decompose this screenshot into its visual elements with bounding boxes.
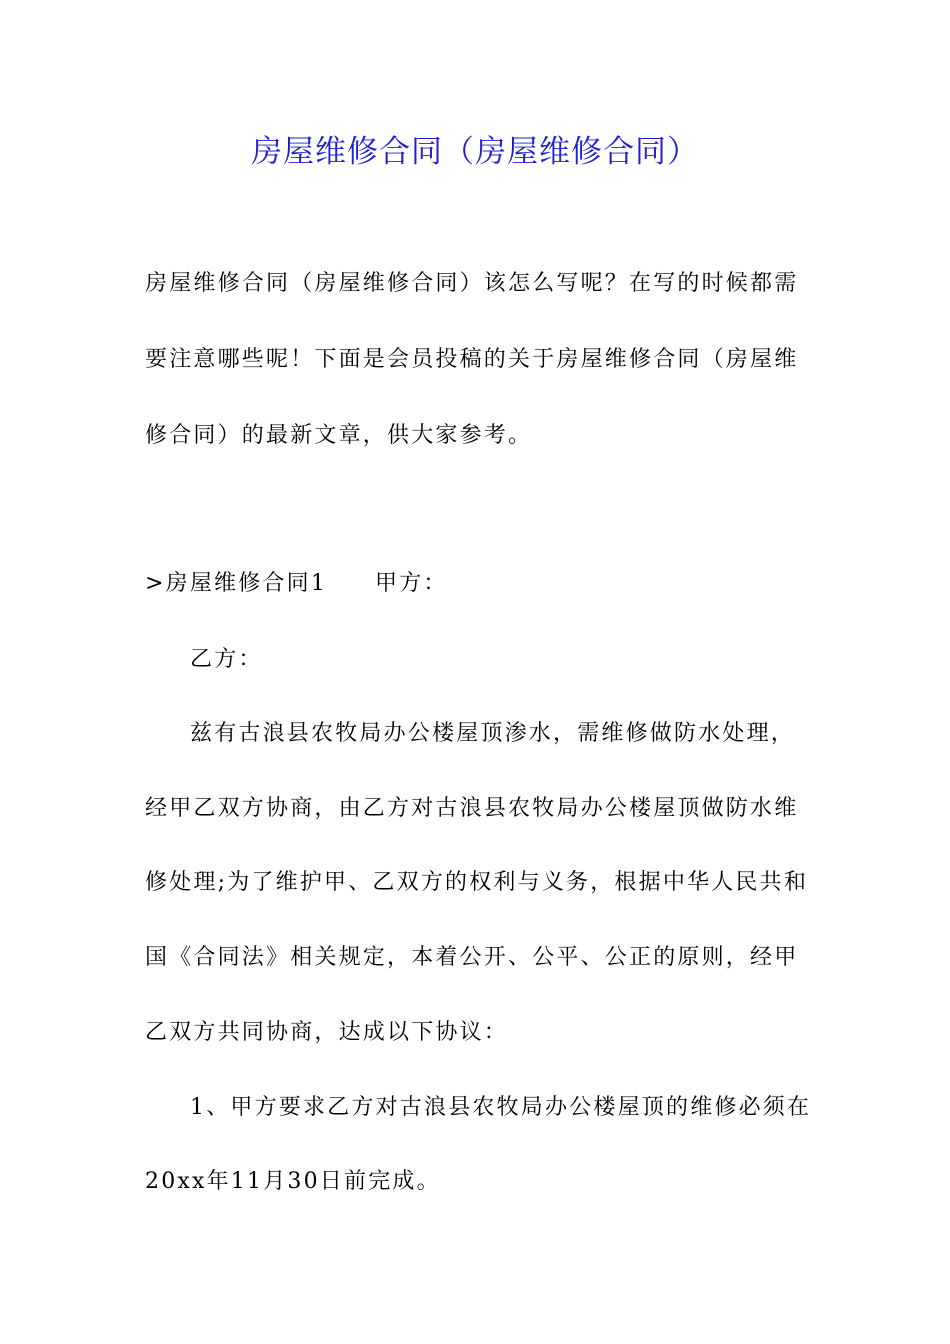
- body-line-4: 国《合同法》相关规定，本着公开、公平、公正的原则，经甲: [145, 945, 799, 970]
- party-b-label: 乙方：: [190, 647, 263, 672]
- section-heading-row: [145, 568, 448, 600]
- party-a-label: 甲方：: [375, 571, 448, 596]
- section-heading: >房屋维修合同1: [145, 571, 328, 596]
- clause-line-1: 1、甲方要求乙方对古浪县农牧局办公楼屋顶的维修必须在: [190, 1095, 812, 1120]
- document-title: 房屋维修合同（房屋维修合同）: [251, 134, 699, 170]
- body-line-2: 经甲乙双方协商，由乙方对古浪县农牧局办公楼屋顶做防水维: [145, 796, 799, 821]
- intro-line-1: 房屋维修合同（房屋维修合同）该怎么写呢？在写的时候都需: [145, 271, 799, 296]
- intro-line-2: 要注意哪些呢！下面是会员投稿的关于房屋维修合同（房屋维: [145, 347, 799, 372]
- body-line-1: 兹有古浪县农牧局办公楼屋顶渗水，需维修做防水处理，: [190, 721, 796, 746]
- intro-line-3: 修合同）的最新文章，供大家参考。: [145, 423, 533, 448]
- body-line-3: 修处理;为了维护甲、乙双方的权利与义务，根据中华人民共和: [145, 870, 809, 895]
- body-line-5: 乙双方共同协商，达成以下协议：: [145, 1020, 509, 1045]
- clause-line-2: 20xx年11月30日前完成。: [145, 1169, 441, 1194]
